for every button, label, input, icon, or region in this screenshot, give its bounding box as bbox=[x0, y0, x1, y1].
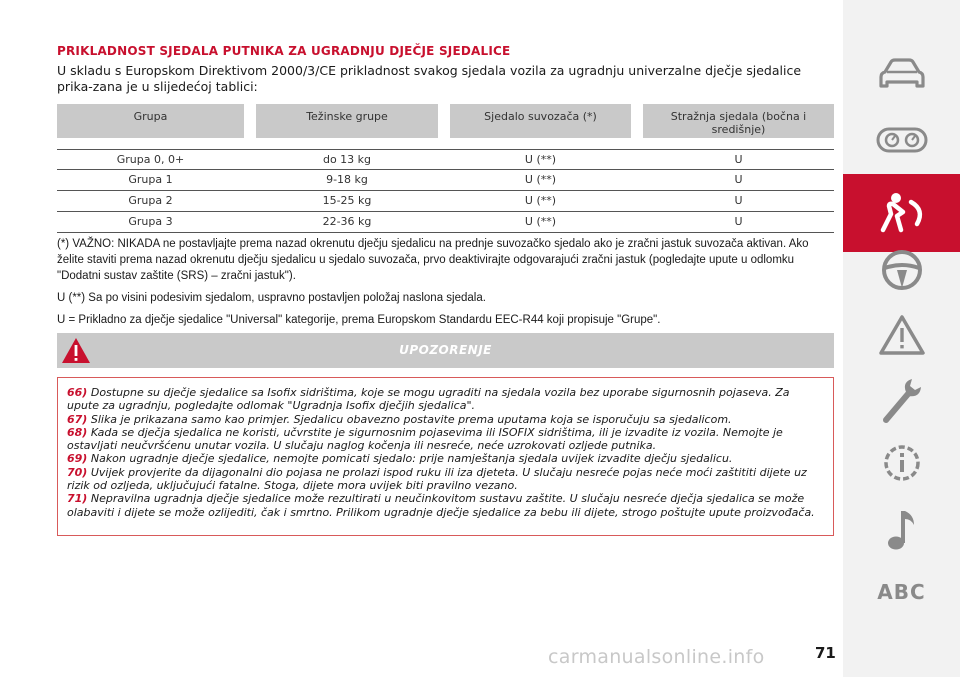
safety-airbag-icon bbox=[875, 190, 929, 236]
warning-item-70: 70) Uvijek provjerite da dijagonalni dio pojasa ne prolazi ispod ruku ili iza djeteta. U slučaju nesreće pojas neće moći zaštititi dijete uz rizik od ozljeda, uključujući fatalne. Stoga, dijete mora uvijek biti pravilno vezano. bbox=[67, 465, 807, 493]
note-important: (*) VAŽNO: NIKADA ne postavljajte prema nazad okrenutu dječju sjedalicu na prednje suvozačko sjedalo ako je zračni jastuk suvozača aktivan. Ako želite staviti prema nazad okrenutu dječju sjedalicu u sjedalo suvozača, prvo deaktivirajte odgovarajući zračni jastuk (pogledajte upute u odlomku "Dodatni sustav zaštite (SRS) – zračni jastuk"). bbox=[57, 238, 809, 282]
suitability-table bbox=[57, 104, 834, 233]
table-row bbox=[57, 149, 834, 170]
table-row bbox=[57, 191, 834, 212]
abc-index-icon: ABC bbox=[877, 580, 926, 604]
warning-item-71: 71) Nepravilna ugradnja dječje sjedalice može rezultirati u neučinkovitom sustavu zaštite. U slučaju nesreće dječja sjedalica se može olabaviti i dijete se može ozlijediti, čak i smrtno. Prilikom ugradnje dječje sjedalice za bebu ili dijete, strogo poštujte upute proizvođača. bbox=[67, 492, 815, 519]
cell-rear: U bbox=[734, 153, 743, 166]
cell-weight: 15-25 kg bbox=[322, 194, 372, 207]
intro-paragraph: U skladu s Europskom Direktivom 2000/3/CE prikladnost svakog sjedala vozila za ugradnju univerzalne dječje sjedalice prika-zana je u slijedećoj tablici: bbox=[57, 63, 802, 94]
cell-weight: 9-18 kg bbox=[326, 173, 368, 186]
cell-group: Grupa 3 bbox=[128, 215, 173, 228]
gear-info-icon bbox=[878, 439, 926, 487]
warning-bar bbox=[57, 333, 834, 368]
section-title: PRIKLADNOST SJEDALA PUTNIKA ZA UGRADNJU DJEČJE SJEDALICE bbox=[57, 44, 511, 58]
sidebar-chapter-driving[interactable] bbox=[843, 240, 960, 300]
warning-item-68: 68) Kada se dječja sjedalica ne koristi, učvrstite je sigurnosnim pojasevima ili ISOFIX sidrištima, ili je izvadite iz vozila. Nemojte je ostavljati neučvršćenu unutar vozila. U slučaju naglog kočenja ili nesreće, neće uzrokovati ozljede putnika. bbox=[67, 425, 783, 453]
table-row bbox=[57, 212, 834, 233]
table-row bbox=[57, 170, 834, 191]
sidebar-chapter-car[interactable] bbox=[843, 45, 960, 105]
sidebar-chapter-dashboard[interactable] bbox=[843, 110, 960, 170]
cell-group: Grupa 1 bbox=[128, 173, 173, 186]
cell-front: U (**) bbox=[524, 153, 557, 166]
header-group: Grupa bbox=[57, 104, 244, 138]
cell-rear: U bbox=[734, 194, 743, 207]
page-number: 71 bbox=[815, 644, 836, 662]
cell-group: Grupa 0, 0+ bbox=[116, 153, 185, 166]
cell-front: U (**) bbox=[524, 215, 557, 228]
cell-rear: U bbox=[734, 173, 743, 186]
cell-group: Grupa 2 bbox=[128, 194, 173, 207]
warning-box bbox=[57, 377, 834, 536]
car-icon bbox=[877, 58, 927, 92]
cell-weight: 22-36 kg bbox=[322, 215, 372, 228]
warning-item-69: 69) Nakon ugradnje dječje sjedalice, nemojte pomicati sjedalo: prije namještanja sjedala uvijek izvadite dječju sjedalicu. bbox=[67, 452, 733, 466]
sidebar-chapter-technical-data[interactable] bbox=[843, 433, 960, 493]
cell-weight: do 13 kg bbox=[322, 153, 372, 166]
music-note-icon bbox=[884, 507, 920, 553]
warning-label: UPOZORENJE bbox=[399, 343, 492, 357]
warning-item-66: 66) Dostupne su dječje sjedalice sa Isofix sidrištima, koje se mogu ugraditi na sjedala vozila bez uporabe sigurnosnih pojaseva. Za upute za ugradnju, pogledajte odlomak "Ugradnja Isofix dječjih sjedalica". bbox=[67, 386, 790, 413]
dashboard-icon bbox=[876, 125, 928, 155]
table-header bbox=[57, 104, 834, 138]
sidebar-chapter-multimedia[interactable] bbox=[843, 500, 960, 560]
header-rear-seats: Stražnja sjedala (bočna i središnje) bbox=[643, 104, 834, 138]
wrench-icon bbox=[880, 376, 924, 424]
cell-front: U (**) bbox=[524, 173, 557, 186]
header-weight: Težinske grupe bbox=[256, 104, 438, 138]
steering-wheel-icon bbox=[880, 248, 924, 292]
note-seat-position: U (**) Sa po visini podesivim sjedalom, uspravno postavljen položaj naslona sjedala. bbox=[57, 292, 486, 304]
sidebar-chapter-index[interactable] bbox=[843, 562, 960, 622]
watermark: carmanualsonline.info bbox=[548, 646, 765, 668]
sidebar-chapter-maintenance[interactable] bbox=[843, 370, 960, 430]
cell-rear: U bbox=[734, 215, 743, 228]
warning-item-67: 67) Slika je prikazana samo kao primjer. Sjedalicu obavezno postavite prema uputama koja se isporučuju sa sjedalicom. bbox=[67, 412, 732, 426]
chapter-sidebar bbox=[843, 0, 960, 677]
sidebar-chapter-emergency[interactable] bbox=[843, 305, 960, 365]
warning-icon bbox=[879, 314, 925, 356]
cell-front: U (**) bbox=[524, 194, 557, 207]
table-notes bbox=[57, 236, 834, 334]
header-front-seat: Sjedalo suvozača (*) bbox=[450, 104, 631, 138]
note-universal: U = Prikladno za dječje sjedalice "Universal" kategorije, prema Europskom Standardu EEC-R44 koji propisuje "Grupe". bbox=[57, 314, 661, 326]
